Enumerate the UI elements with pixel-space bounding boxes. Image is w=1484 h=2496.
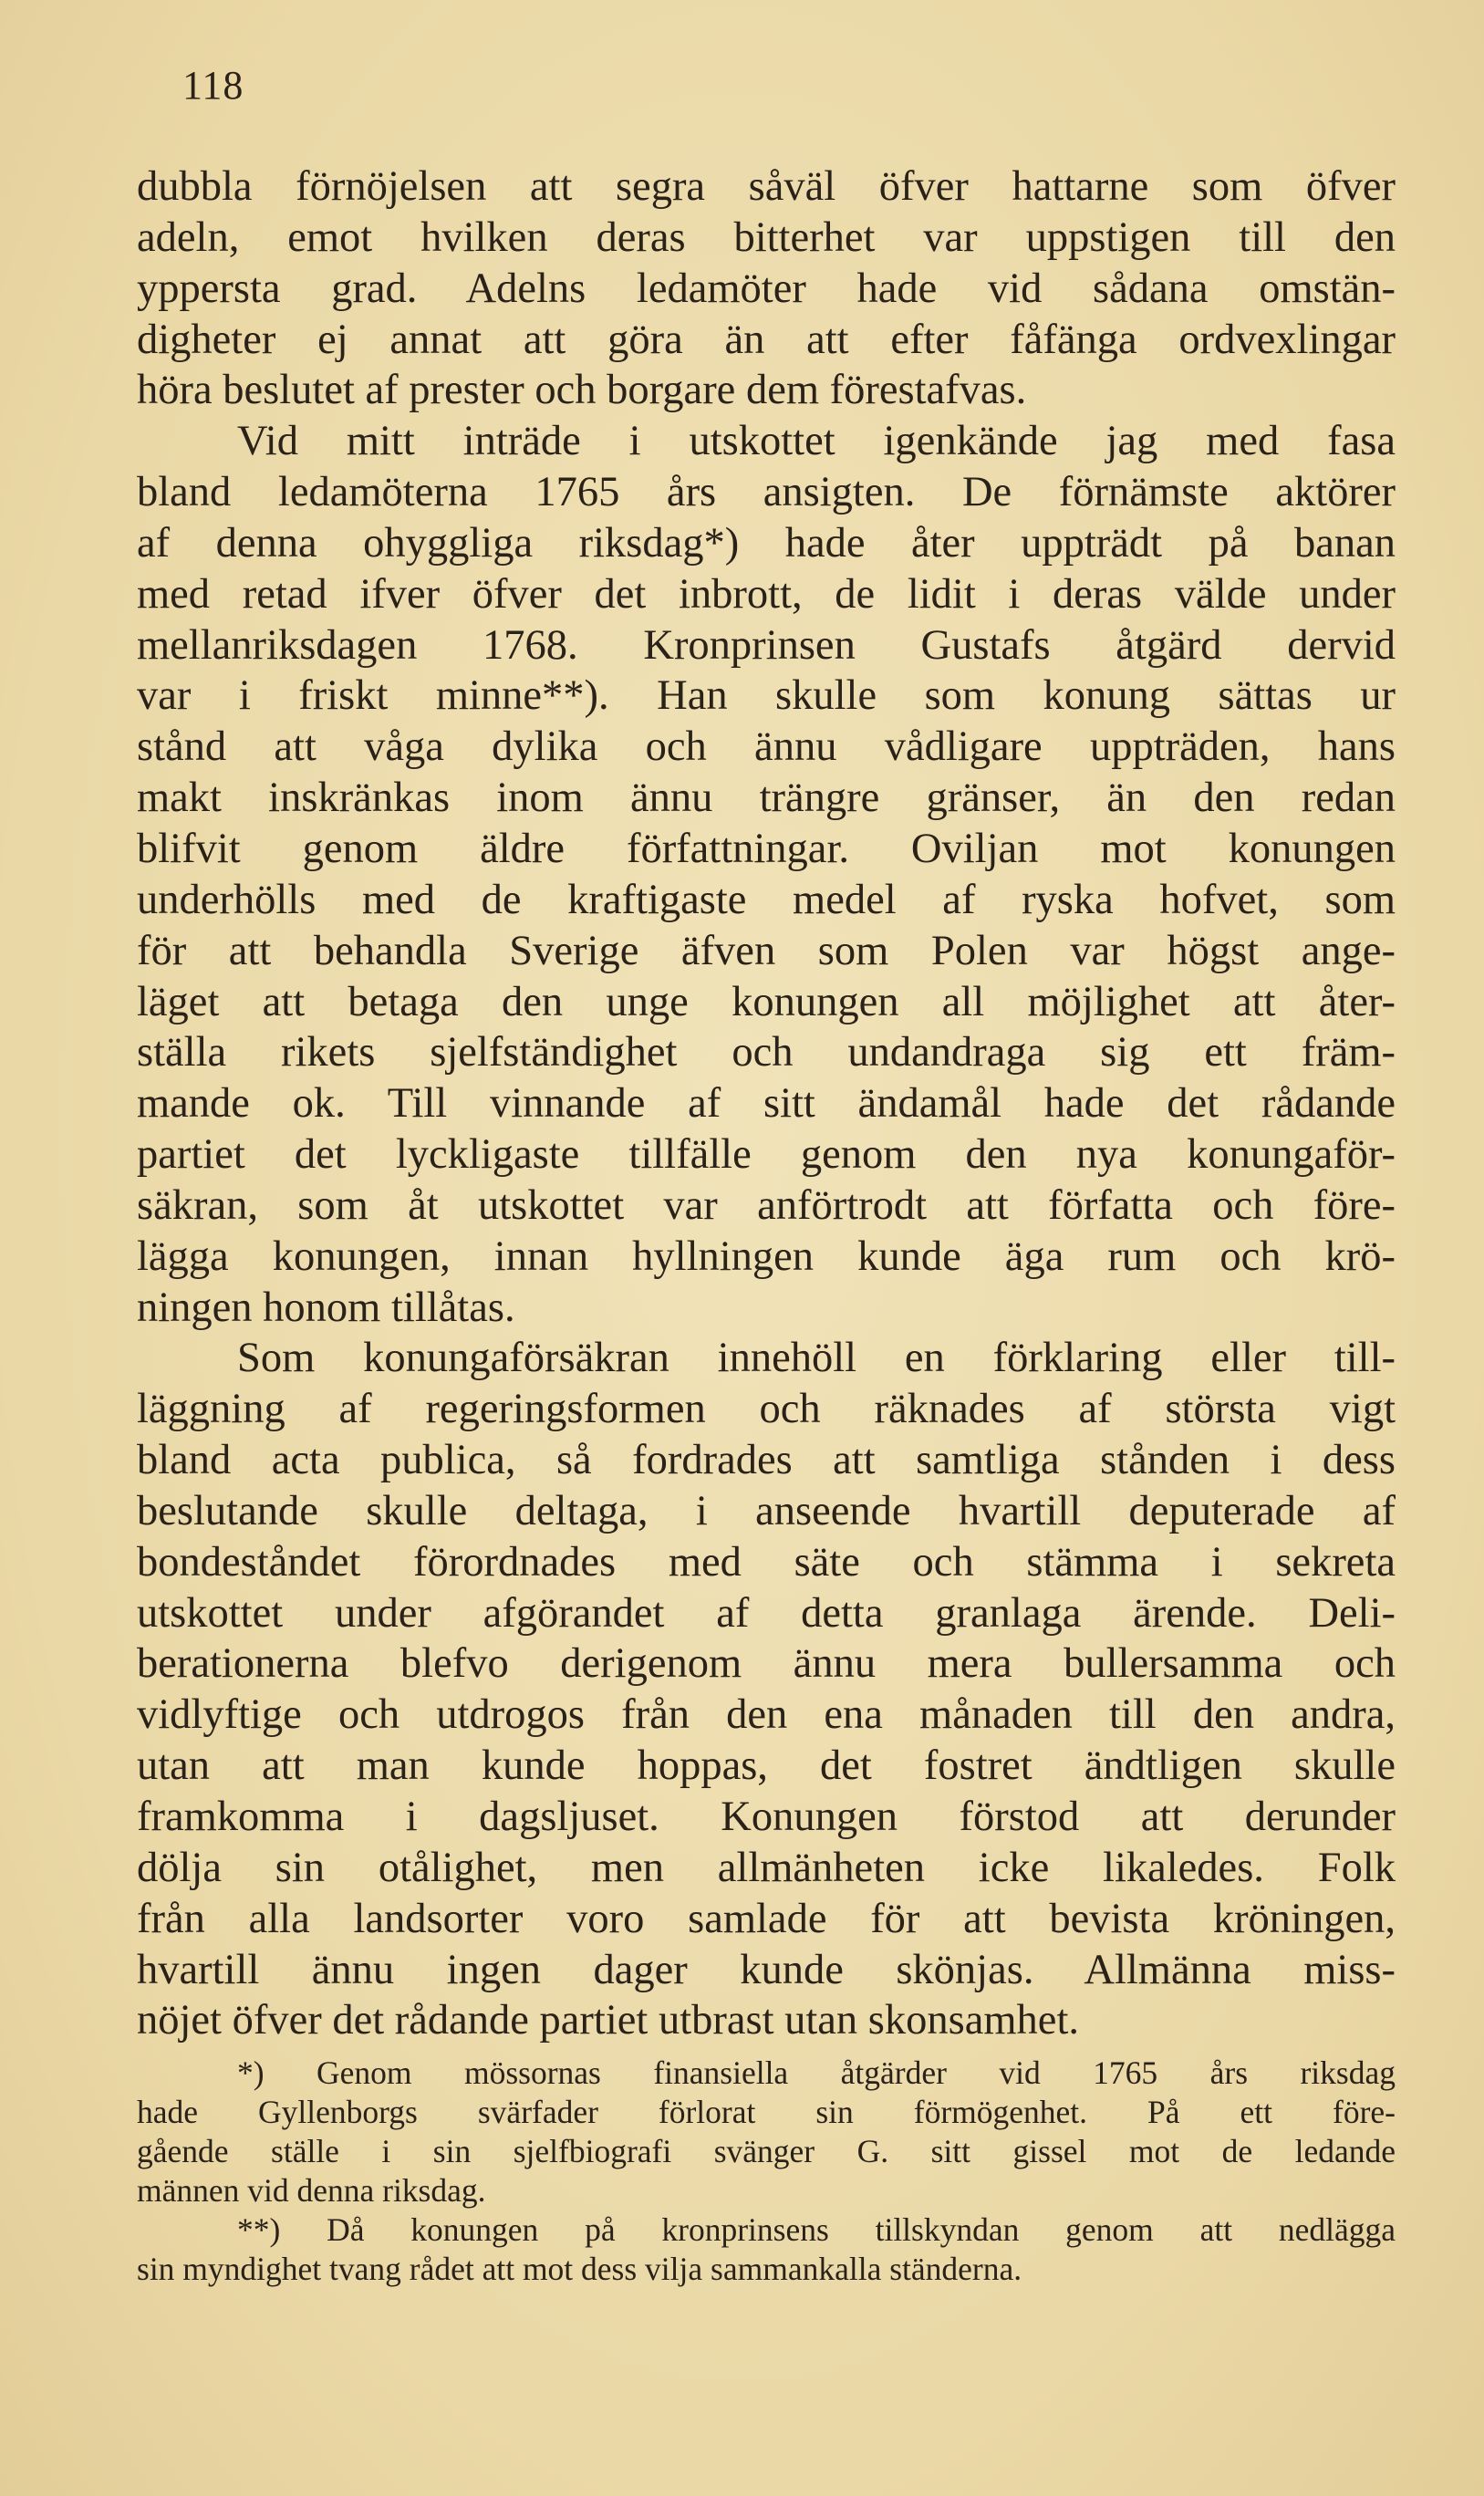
body-line: adeln, emot hvilken deras bitterhet var uppstigen till den: [137, 213, 1396, 261]
footnote-line: *) Genom mössornas finansiella åtgärder vid 1765 års riksdag: [237, 2054, 1396, 2091]
body-text: [137, 161, 1396, 2046]
body-line: bland acta publica, så fordrades att samtliga stånden i dess: [137, 1437, 1396, 1484]
body-line: från alla landsorter voro samlade för att bevista kröningen,: [137, 1895, 1396, 1942]
footnote-line: männen vid denna riksdag.: [137, 2172, 486, 2209]
body-line: digheter ej annat att göra än att efter fåfänga ordvexlingar: [137, 316, 1396, 363]
footnote-line: **) Då konungen på kronprinsens tillskyndan genom att nedlägga: [237, 2211, 1396, 2248]
body-line: nöjet öfver det rådande partiet utbrast utan skonsamhet.: [137, 1997, 1079, 2044]
body-line: läget att betaga den unge konungen all möjlighet att åter-: [137, 978, 1396, 1025]
body-line: beslutande skulle deltaga, i anseende hvartill deputerade af: [137, 1487, 1396, 1534]
body-line: hvartill ännu ingen dager kunde skönjas. Allmänna miss-: [137, 1946, 1396, 1993]
body-line: ställa rikets sjelfständighet och undandraga sig ett främ-: [137, 1029, 1396, 1076]
body-line: Vid mitt inträde i utskottet igenkände jag med fasa: [237, 418, 1396, 465]
footnote-line: sin myndighet tvang rådet att mot dess vilja sammankalla ständerna.: [137, 2251, 1022, 2287]
body-line: mande ok. Till vinnande af sitt ändamål hade det rådande: [137, 1080, 1396, 1128]
body-line: af denna ohyggliga riksdag*) hade åter uppträdt på banan: [137, 519, 1396, 567]
body-line: utskottet under afgörandet af detta granlaga ärende. Deli-: [137, 1589, 1396, 1637]
body-line: blifvit genom äldre författningar. Oviljan mot konungen: [137, 825, 1396, 872]
page-number: 118: [182, 63, 244, 108]
body-line: Som konungaförsäkran innehöll en förklaring eller till-: [237, 1335, 1396, 1382]
footnotes: [137, 2054, 1396, 2289]
body-line: säkran, som åt utskottet var anförtrodt att författa och före-: [137, 1181, 1396, 1229]
body-line: berationerna blefvo derigenom ännu mera bullersamma och: [137, 1640, 1396, 1688]
body-line: dölja sin otålighet, men allmänheten icke likaledes. Folk: [137, 1844, 1396, 1891]
body-line: underhölls med de kraftigaste medel af ryska hofvet, som: [137, 876, 1396, 923]
body-line: var i friskt minne**). Han skulle som konung sättas ur: [137, 672, 1396, 720]
body-line: för att behandla Sverige äfven som Polen var högst ange-: [137, 927, 1396, 974]
body-line: bland ledamöterna 1765 års ansigten. De förnämste aktörer: [137, 469, 1396, 516]
body-line: vidlyftige och utdrogos från den ena månaden till den andra,: [137, 1691, 1396, 1739]
body-line: utan att man kunde hoppas, det fostret ändtligen skulle: [137, 1742, 1396, 1790]
body-line: yppersta grad. Adelns ledamöter hade vid sådana omstän-: [137, 265, 1396, 312]
body-line: framkomma i dagsljuset. Konungen förstod att derunder: [137, 1794, 1396, 1840]
body-line: läggning af regeringsformen och räknades af största vigt: [137, 1386, 1396, 1433]
body-line: med retad ifver öfver det inbrott, de lidit i deras välde under: [137, 570, 1396, 618]
body-line: bondeståndet förordnades med säte och stämma i sekreta: [137, 1538, 1396, 1586]
body-line: makt inskränkas inom ännu trängre gränser, än den redan: [137, 775, 1396, 822]
footnote-line: gående ställe i sin sjelfbiografi svänger G. sitt gissel mot de ledande: [137, 2133, 1396, 2169]
body-line: höra beslutet af prester och borgare dem förestafvas.: [137, 367, 1027, 414]
body-line: ningen honom tillåtas.: [137, 1284, 515, 1331]
body-line: partiet det lyckligaste tillfälle genom den nya konungaför-: [137, 1131, 1396, 1179]
footnote-line: hade Gyllenborgs svärfader förlorat sin förmögenhet. På ett före-: [137, 2094, 1396, 2130]
body-line: dubbla förnöjelsen att segra såväl öfver hattarne som öfver: [137, 163, 1396, 210]
body-line: mellanriksdagen 1768. Kronprinsen Gustafs åtgärd dervid: [137, 621, 1396, 669]
body-line: lägga konungen, innan hyllningen kunde äga rum och krö-: [137, 1232, 1396, 1280]
body-line: stånd att våga dylika och ännu vådligare uppträden, hans: [137, 723, 1396, 771]
